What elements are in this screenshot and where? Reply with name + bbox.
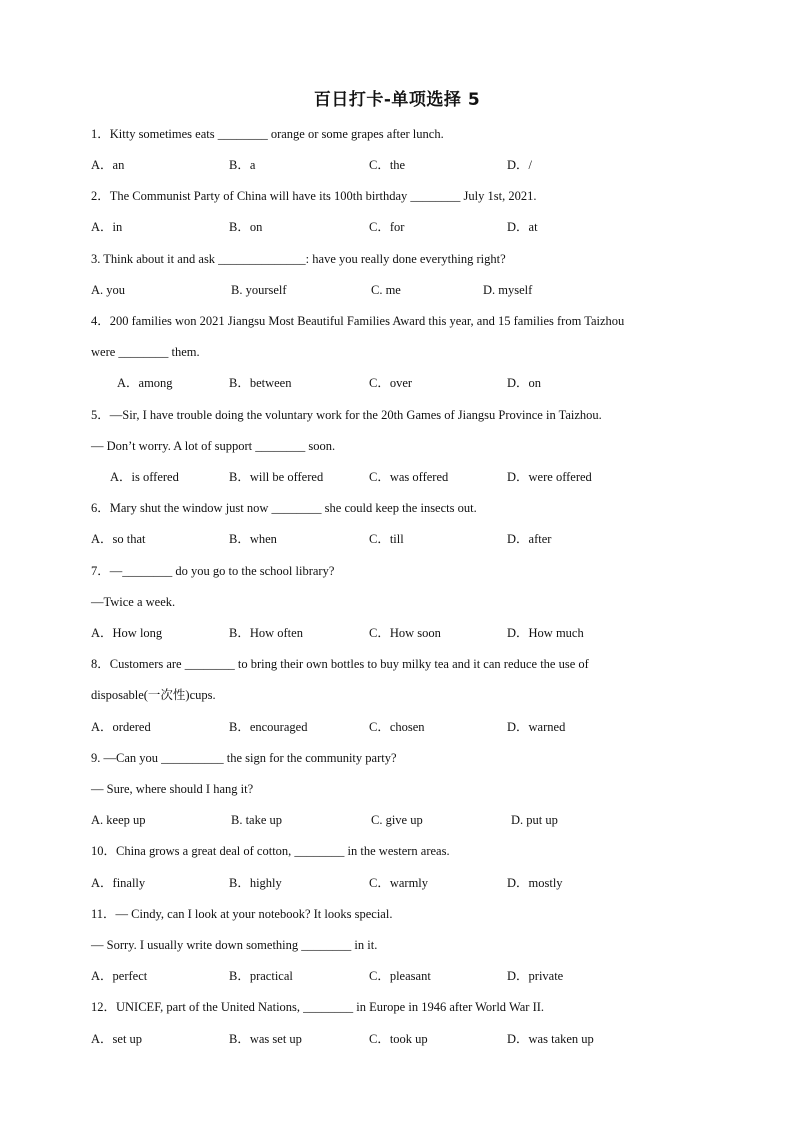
question-4-option-b[interactable]: B．between bbox=[229, 376, 292, 390]
question-7-option-b[interactable]: B．How often bbox=[229, 626, 303, 640]
question-12-option-c[interactable]: C．took up bbox=[369, 1032, 428, 1046]
question-6-option-b[interactable]: B．when bbox=[229, 532, 277, 546]
question-3-text: 3. Think about it and ask ______________: have you really done everything right? bbox=[91, 252, 506, 266]
question-12-option-a[interactable]: A．set up bbox=[91, 1032, 143, 1046]
question-11-text: — Sorry. I usually write down something ________ in it. bbox=[91, 938, 378, 952]
question-1-text: 1．Kitty sometimes eats ________ orange or some grapes after lunch. bbox=[91, 127, 444, 141]
question-8-text: disposable(一次性)cups. bbox=[91, 688, 216, 702]
question-1-option-b[interactable]: B．a bbox=[229, 158, 256, 172]
question-3-option-a[interactable]: A. you bbox=[91, 283, 126, 297]
question-1-option-c[interactable]: C．the bbox=[369, 158, 406, 172]
question-4-text: 4．200 families won 2021 Jiangsu Most Beautiful Families Award this year, and 15 families from Taizhou bbox=[91, 314, 625, 328]
question-10-option-d[interactable]: D．mostly bbox=[507, 876, 563, 890]
question-9-option-c[interactable]: C. give up bbox=[371, 813, 423, 827]
question-5-option-a[interactable]: A．is offered bbox=[110, 470, 179, 484]
question-8-option-d[interactable]: D．warned bbox=[507, 720, 566, 734]
question-9-text: 9. —Can you __________ the sign for the community party? bbox=[91, 751, 397, 765]
question-6-option-c[interactable]: C．till bbox=[369, 532, 404, 546]
question-4-option-d[interactable]: D．on bbox=[507, 376, 542, 390]
question-5-option-c[interactable]: C．was offered bbox=[369, 470, 449, 484]
question-4-text: were ________ them. bbox=[91, 345, 200, 359]
question-11-option-b[interactable]: B．practical bbox=[229, 969, 293, 983]
question-3-option-b[interactable]: B. yourself bbox=[231, 283, 287, 297]
question-10-option-b[interactable]: B．highly bbox=[229, 876, 282, 890]
question-8-option-a[interactable]: A．ordered bbox=[91, 720, 151, 734]
question-9-option-b[interactable]: B. take up bbox=[231, 813, 283, 827]
question-11-option-a[interactable]: A．perfect bbox=[91, 969, 148, 983]
question-10-text: 10．China grows a great deal of cotton, ________ in the western areas. bbox=[91, 844, 450, 858]
question-10-option-a[interactable]: A．finally bbox=[91, 876, 146, 890]
question-9-option-d[interactable]: D. put up bbox=[511, 813, 558, 827]
question-9-text: — Sure, where should I hang it? bbox=[91, 782, 254, 796]
question-8-option-c[interactable]: C．chosen bbox=[369, 720, 425, 734]
question-7-option-c[interactable]: C．How soon bbox=[369, 626, 441, 640]
question-6-text: 6．Mary shut the window just now ________ she could keep the insects out. bbox=[91, 501, 477, 515]
page-title: 百日打卡-单项选择 5 bbox=[313, 90, 481, 110]
question-3-option-d[interactable]: D. myself bbox=[483, 283, 533, 297]
question-5-option-b[interactable]: B．will be offered bbox=[229, 470, 324, 484]
question-3-option-c[interactable]: C. me bbox=[371, 283, 401, 297]
question-5-option-d[interactable]: D．were offered bbox=[507, 470, 592, 484]
question-6-option-a[interactable]: A．so that bbox=[91, 532, 146, 546]
question-9-option-a[interactable]: A. keep up bbox=[91, 813, 146, 827]
question-2-option-b[interactable]: B．on bbox=[229, 220, 263, 234]
question-12-option-d[interactable]: D．was taken up bbox=[507, 1032, 594, 1046]
question-7-text: —Twice a week. bbox=[91, 595, 176, 609]
question-7-option-d[interactable]: D．How much bbox=[507, 626, 584, 640]
question-8-text: 8．Customers are ________ to bring their own bottles to buy milky tea and it can reduce the use of bbox=[91, 657, 589, 671]
question-6-option-d[interactable]: D．after bbox=[507, 532, 552, 546]
question-5-text: — Don’t worry. A lot of support ________ soon. bbox=[91, 439, 336, 453]
question-2-option-c[interactable]: C．for bbox=[369, 220, 405, 234]
question-1-option-a[interactable]: A．an bbox=[91, 158, 125, 172]
question-2-text: 2．The Communist Party of China will have its 100th birthday ________ July 1st, 2021. bbox=[91, 189, 537, 203]
question-12-option-b[interactable]: B．was set up bbox=[229, 1032, 302, 1046]
question-1-option-d[interactable]: D．/ bbox=[507, 158, 533, 172]
question-11-text: 11．— Cindy, can I look at your notebook? It looks special. bbox=[91, 907, 393, 921]
question-7-text: 7．—________ do you go to the school library? bbox=[91, 564, 335, 578]
question-4-option-a[interactable]: A．among bbox=[117, 376, 173, 390]
question-7-option-a[interactable]: A．How long bbox=[91, 626, 163, 640]
question-4-option-c[interactable]: C．over bbox=[369, 376, 413, 390]
question-11-option-d[interactable]: D．private bbox=[507, 969, 564, 983]
question-12-text: 12．UNICEF, part of the United Nations, ________ in Europe in 1946 after World War II. bbox=[91, 1000, 545, 1014]
question-8-option-b[interactable]: B．encouraged bbox=[229, 720, 308, 734]
question-10-option-c[interactable]: C．warmly bbox=[369, 876, 429, 890]
question-2-option-d[interactable]: D．at bbox=[507, 220, 538, 234]
question-2-option-a[interactable]: A．in bbox=[91, 220, 123, 234]
question-11-option-c[interactable]: C．pleasant bbox=[369, 969, 431, 983]
question-5-text: 5．—Sir, I have trouble doing the voluntary work for the 20th Games of Jiangsu Province in Taizhou. bbox=[91, 408, 602, 422]
